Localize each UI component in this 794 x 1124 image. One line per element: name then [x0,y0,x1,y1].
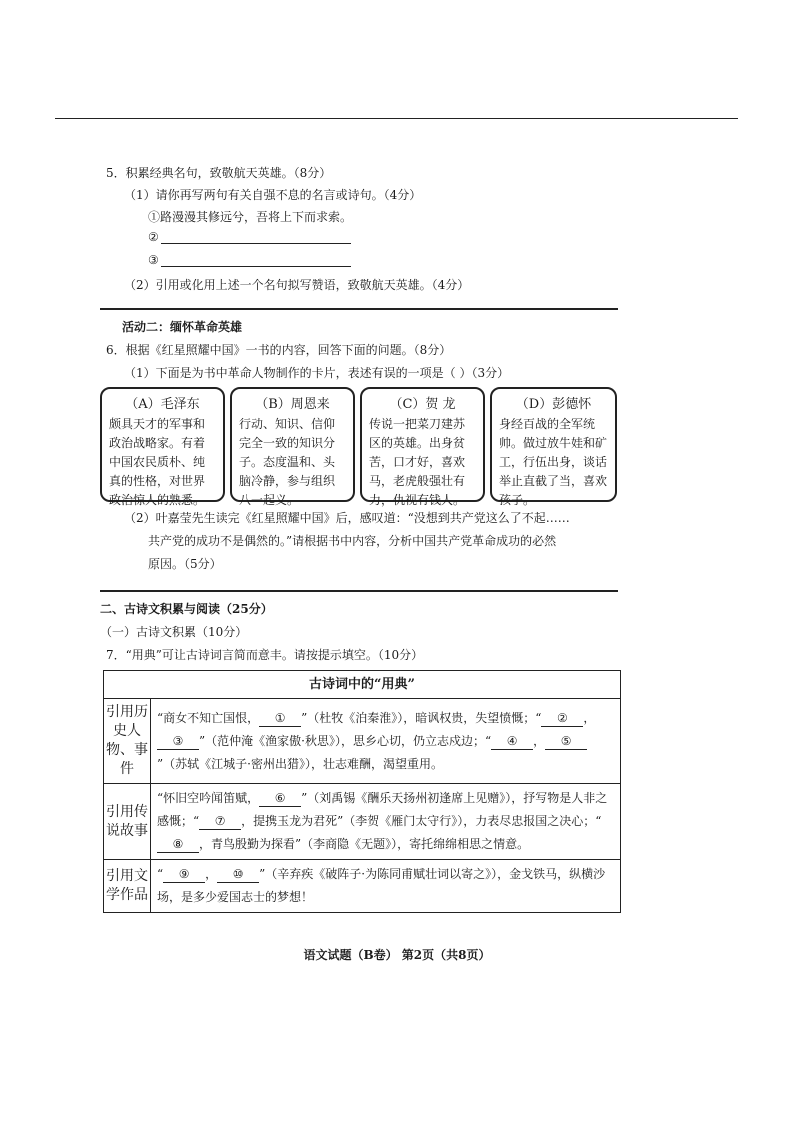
fill-blank[interactable]: ⑧ [157,836,199,853]
fill-blank[interactable]: ① [259,710,301,727]
q6-sub2-line1: （2）叶嘉莹先生读完《红星照耀中国》后，感叹道：“没想到共产党这么了不起…… [124,511,570,525]
fill-blank[interactable]: ② [541,710,583,727]
fill-blank[interactable]: ③ [157,733,199,750]
text-segment: ”（刘禹锡《酬乐天扬州初逢席上见赠》），抒写物是人非之感慨；“ [157,791,608,828]
row-content [151,784,621,860]
section-divider [100,590,618,592]
card-c [360,387,485,507]
text-segment: ”（范仲淹《渔家傲·秋思》），思乡心切，仍立志戍边；“ [199,733,492,748]
fill-blank[interactable]: ⑥ [259,790,301,807]
text-segment: ”（辛弃疾《破阵子·为陈同甫赋壮词以寄之》），金戈铁马，纵横沙场，是多少爱国志士的梦想！ [157,867,606,904]
text-segment: “怀旧空吟闻笛赋， [157,791,260,805]
q6-sub2-line2: 共产党的成功不是偶然的。”请根据书中内容，分析中国共产党革命成功的必然 [148,534,557,548]
card-b-text: 行动、知识、信仰完全一致的知识分子。态度温和、头脑冷静，参与组织八一起义。 [239,417,336,507]
text-segment: ”（苏轼《江城子·密州出猎》），壮志难酬，渴望重用。 [157,756,443,771]
fill-blank[interactable]: ④ [491,733,533,750]
q6-title: 6．根据《红星照耀中国》一书的内容，回答下面的问题。（8分） [106,343,452,357]
card-d-text: 身经百战的全军统帅。做过放牛娃和矿工，行伍出身，谈话举止直截了当，喜欢孩子。 [499,417,608,507]
card-b-title: （B）周恩来 [255,397,330,412]
card-a-text: 颇具天才的军事和政治战略家。有着中国农民质朴、纯真的性格，对世界政治惊人的熟悉。 [109,417,206,507]
text-segment: ， [533,733,546,748]
answer-line [161,254,351,267]
text-segment: “ [157,867,164,881]
section2-sub: （一）古诗文积累（10分） [100,625,248,639]
fill-blank[interactable]: ⑦ [199,813,241,830]
fill-blank[interactable]: ⑨ [163,866,205,883]
fill-blank[interactable]: ⑤ [545,733,587,750]
row-category: 引用文学作品 [104,860,151,913]
text-segment: ”（杜牧《泊秦淮》），暗讽权贵，失望愤慨；“ [301,710,542,725]
table-row [104,860,621,913]
text-segment: ，提携玉龙为君死”（李贺《雁门太守行》），力表尽忠报国之决心；“ [241,814,602,828]
q6-sub2-line3: 原因。（5分） [148,557,222,571]
card-d [490,387,617,507]
row-content [151,699,621,784]
row-content [151,860,621,913]
page-top-rule [55,118,738,119]
card-a-title: （A）毛泽东 [125,397,200,412]
card-c-text: 传说一把菜刀建苏区的英雄。出身贫苦，口才好，喜欢马，老虎般强壮有力，仇视有钱人。 [369,417,466,507]
section-divider [100,308,618,310]
page-footer: 语文试题（B卷） 第2页（共8页） [303,948,491,962]
q5-blank2-label: ② [148,230,159,244]
allusion-table [103,670,621,913]
row-category: 引用历史人物、事件 [104,699,151,784]
text-segment: “商女不知亡国恨， [157,710,260,725]
text-segment: ，青鸟殷勤为探看”（李商隐《无题》），寄托绵绵相思之情意。 [199,837,530,851]
answer-line [161,231,351,244]
fill-blank[interactable]: ⑩ [217,866,259,883]
q5-answer-line-3[interactable] [148,253,351,267]
card-d-title: （D）彭德怀 [515,397,592,412]
table-head: 古诗词中的“用典” [104,671,621,699]
table-row [104,784,621,860]
card-b [230,387,355,507]
row-category: 引用传说故事 [104,784,151,860]
q5-blank3-label: ③ [148,253,159,267]
text-segment: ， [205,867,218,881]
q6-sub1: （1）下面是为书中革命人物制作的卡片，表述有误的一项是（ ）（3分） [124,366,510,380]
q5-sub2: （2）引用或化用上述一个名句拟写赞语，致敬航天英雄。（4分） [124,278,470,292]
q5-answer-line-2[interactable] [148,230,351,244]
text-segment: ， [583,710,596,725]
card-a [100,387,225,507]
activity2-title: 活动二：缅怀革命英雄 [122,320,243,334]
q5-sub1: （1）请你再写两句有关自强不息的名言或诗句。（4分） [124,188,422,202]
card-c-title: （C）贺 龙 [389,397,456,412]
table-row [104,699,621,784]
section2-title: 二、古诗文积累与阅读（25分） [100,602,273,616]
q5-title: 5．积累经典名句，致敬航天英雄。（8分） [106,166,332,180]
q7-title: 7．“用典”可让古诗词言简而意丰。请按提示填空。（10分） [106,648,424,662]
q5-example: ①路漫漫其修远兮，吾将上下而求索。 [148,210,353,224]
